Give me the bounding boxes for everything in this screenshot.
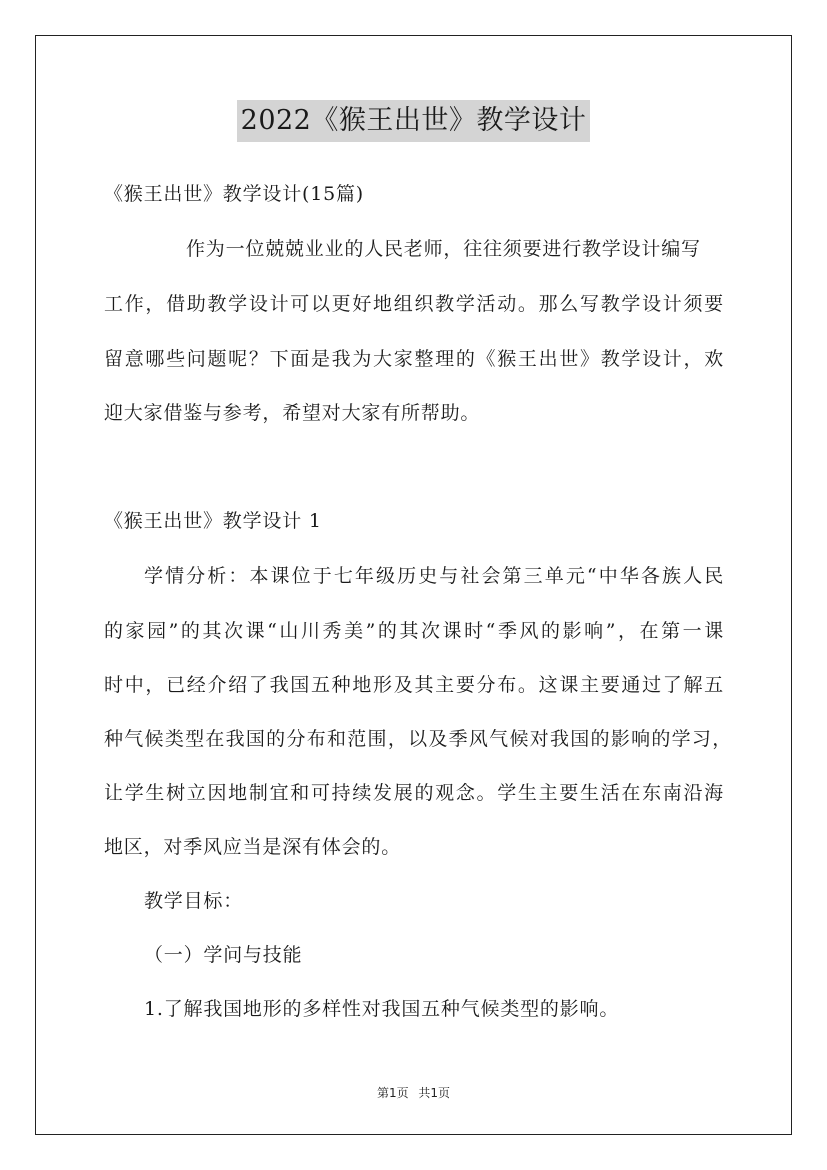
intro-line-4: 迎大家借鉴与参考，希望对大家有所帮助。 [104,402,481,424]
goals-subheading: （一）学问与技能 [144,944,303,966]
analysis-line-5: 让学生树立因地制宜和可持续发展的观念。学生主要生活在东南沿海 [104,782,724,804]
intro-line-2: 工作，借助教学设计可以更好地组织教学活动。那么写教学设计须要 [104,293,724,315]
intro-line-3: 留意哪些问题呢？下面是我为大家整理的《猴王出世》教学设计，欢 [104,348,724,370]
section-heading: 《猴王出世》教学设计 1 [104,510,322,532]
page-number: 第1页 [376,1086,409,1100]
analysis-line-4: 种气候类型在我国的分布和范围，以及季风气候对我国的影响的学习， [104,728,732,750]
page-total: 共1页 [418,1086,451,1100]
page-footer [0,1084,827,1101]
analysis-line-3: 时中，已经介绍了我国五种地形及其主要分布。这课主要通过了解五 [104,674,724,696]
goal-item-1: 1.了解我国地形的多样性对我国五种气候类型的影响。 [144,998,620,1020]
analysis-line-1: 学情分析：本课位于七年级历史与社会第三单元“中华各族人民 [144,565,724,587]
goals-heading: 教学目标： [144,890,244,912]
analysis-line-6: 地区，对季风应当是深有体会的。 [104,836,402,858]
intro-line-1: 作为一位兢兢业业的人民老师，往往须要进行教学设计编写 [186,238,701,260]
title-container [0,100,827,142]
document-title: 2022《猴王出世》教学设计 [237,100,591,142]
document-subtitle: 《猴王出世》教学设计(15篇) [104,183,365,205]
analysis-line-2: 的家园”的其次课“山川秀美”的其次课时“季风的影响”，在第一课 [104,620,724,642]
